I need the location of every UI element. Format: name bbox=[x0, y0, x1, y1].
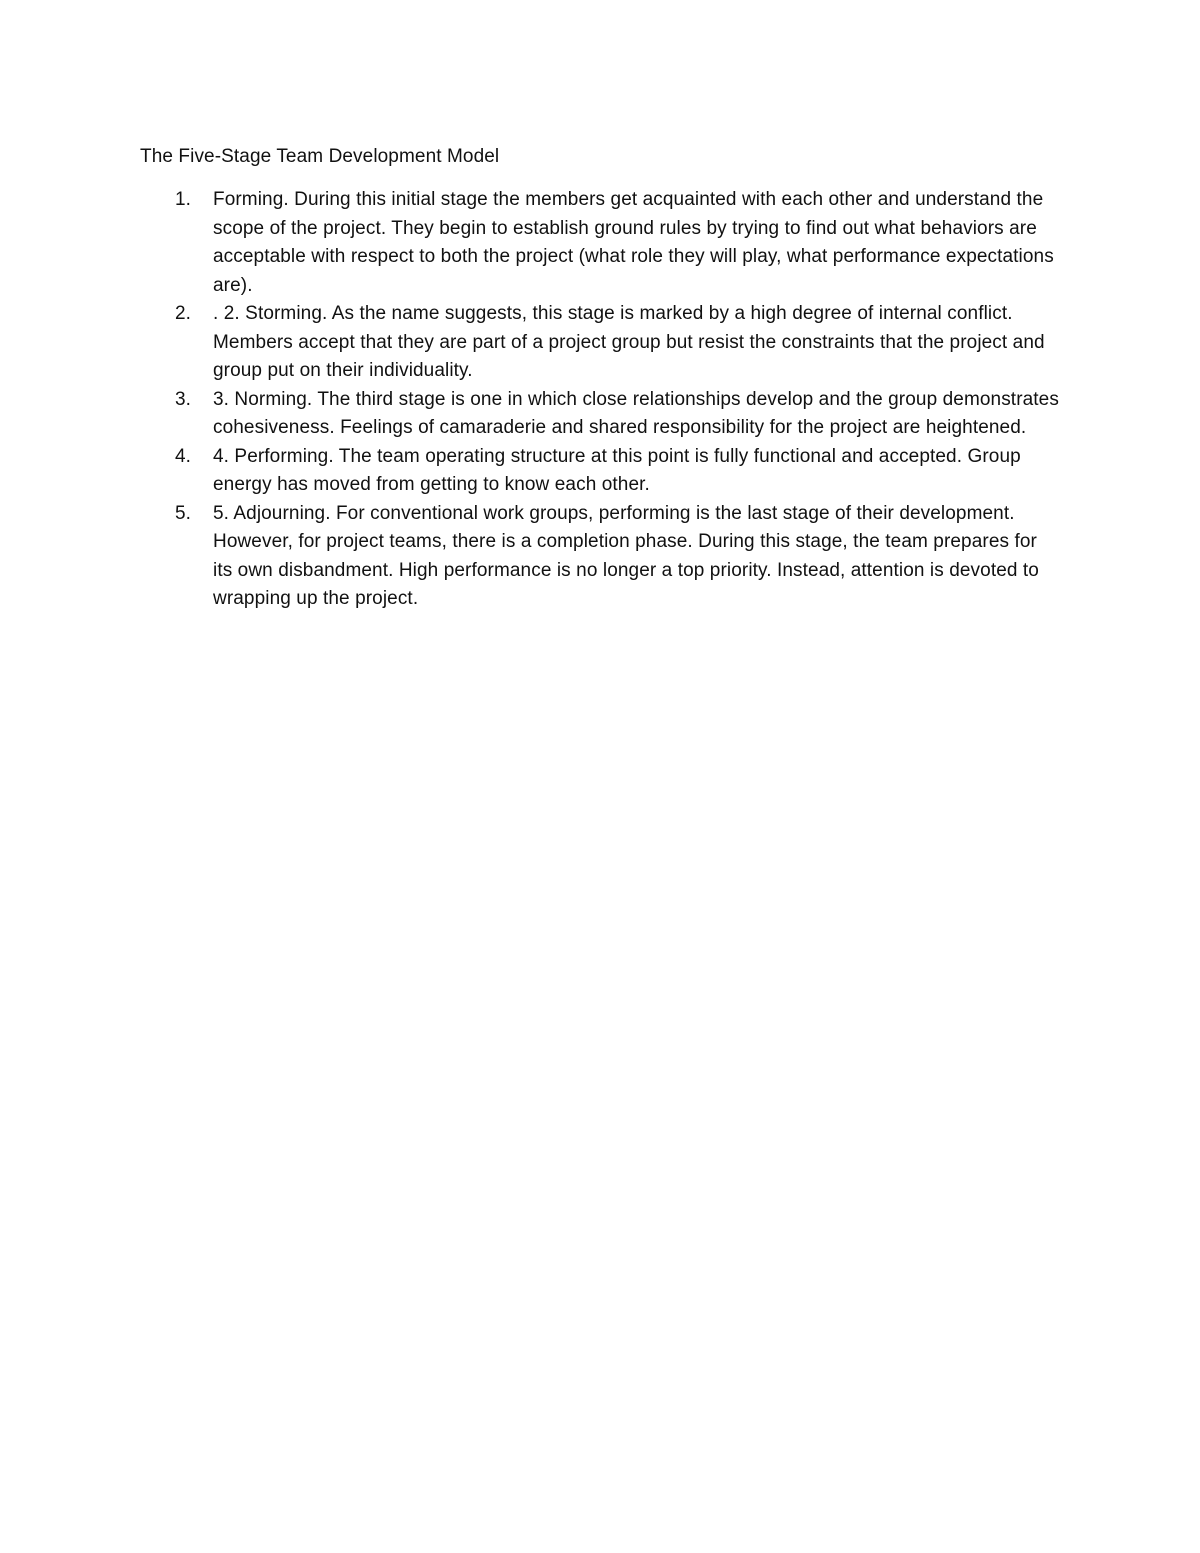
stage-text: . 2. Storming. As the name suggests, this stage is marked by a high degree of internal conflict. Members accept that they are part of a project group but resist the constraints that the project and group put on their individuality. bbox=[213, 303, 1045, 381]
stage-item-performing bbox=[140, 443, 1060, 500]
list-number: 1. bbox=[175, 189, 192, 210]
list-number: 5. bbox=[175, 502, 192, 524]
list-number: 4. bbox=[175, 445, 192, 467]
stage-item-adjourning bbox=[140, 500, 1060, 614]
stage-item-norming bbox=[140, 386, 1060, 443]
stage-list bbox=[140, 186, 1060, 614]
stage-item-forming bbox=[140, 186, 1060, 300]
stage-text: 4. Performing. The team operating structure at this point is fully functional and accepted. Group energy has moved from getting to know each other. bbox=[213, 445, 1021, 495]
stage-text: 3. Norming. The third stage is one in which close relationships develop and the group demonstrates cohesiveness. Feelings of camaraderie and shared responsibility for the project are heightened. bbox=[213, 388, 1059, 438]
document-title: The Five-Stage Team Development Model bbox=[140, 146, 500, 167]
stage-item-storming bbox=[140, 300, 1060, 386]
stage-text: 5. Adjourning. For conventional work groups, performing is the last stage of their development. However, for project teams, there is a completion phase. During this stage, the team prepares for its own disbandment. High performance is no longer a top priority. Instead, attention is devoted to wrapping up the project. bbox=[213, 502, 1039, 609]
stage-text: Forming. During this initial stage the members get acquainted with each other and understand the scope of the project. They begin to establish ground rules by trying to find out what behaviors are acceptable with respect to both the project (what role they will play, what performance expectations are). bbox=[213, 189, 1054, 296]
list-number: 2. bbox=[175, 303, 192, 324]
list-number: 3. bbox=[175, 388, 192, 410]
